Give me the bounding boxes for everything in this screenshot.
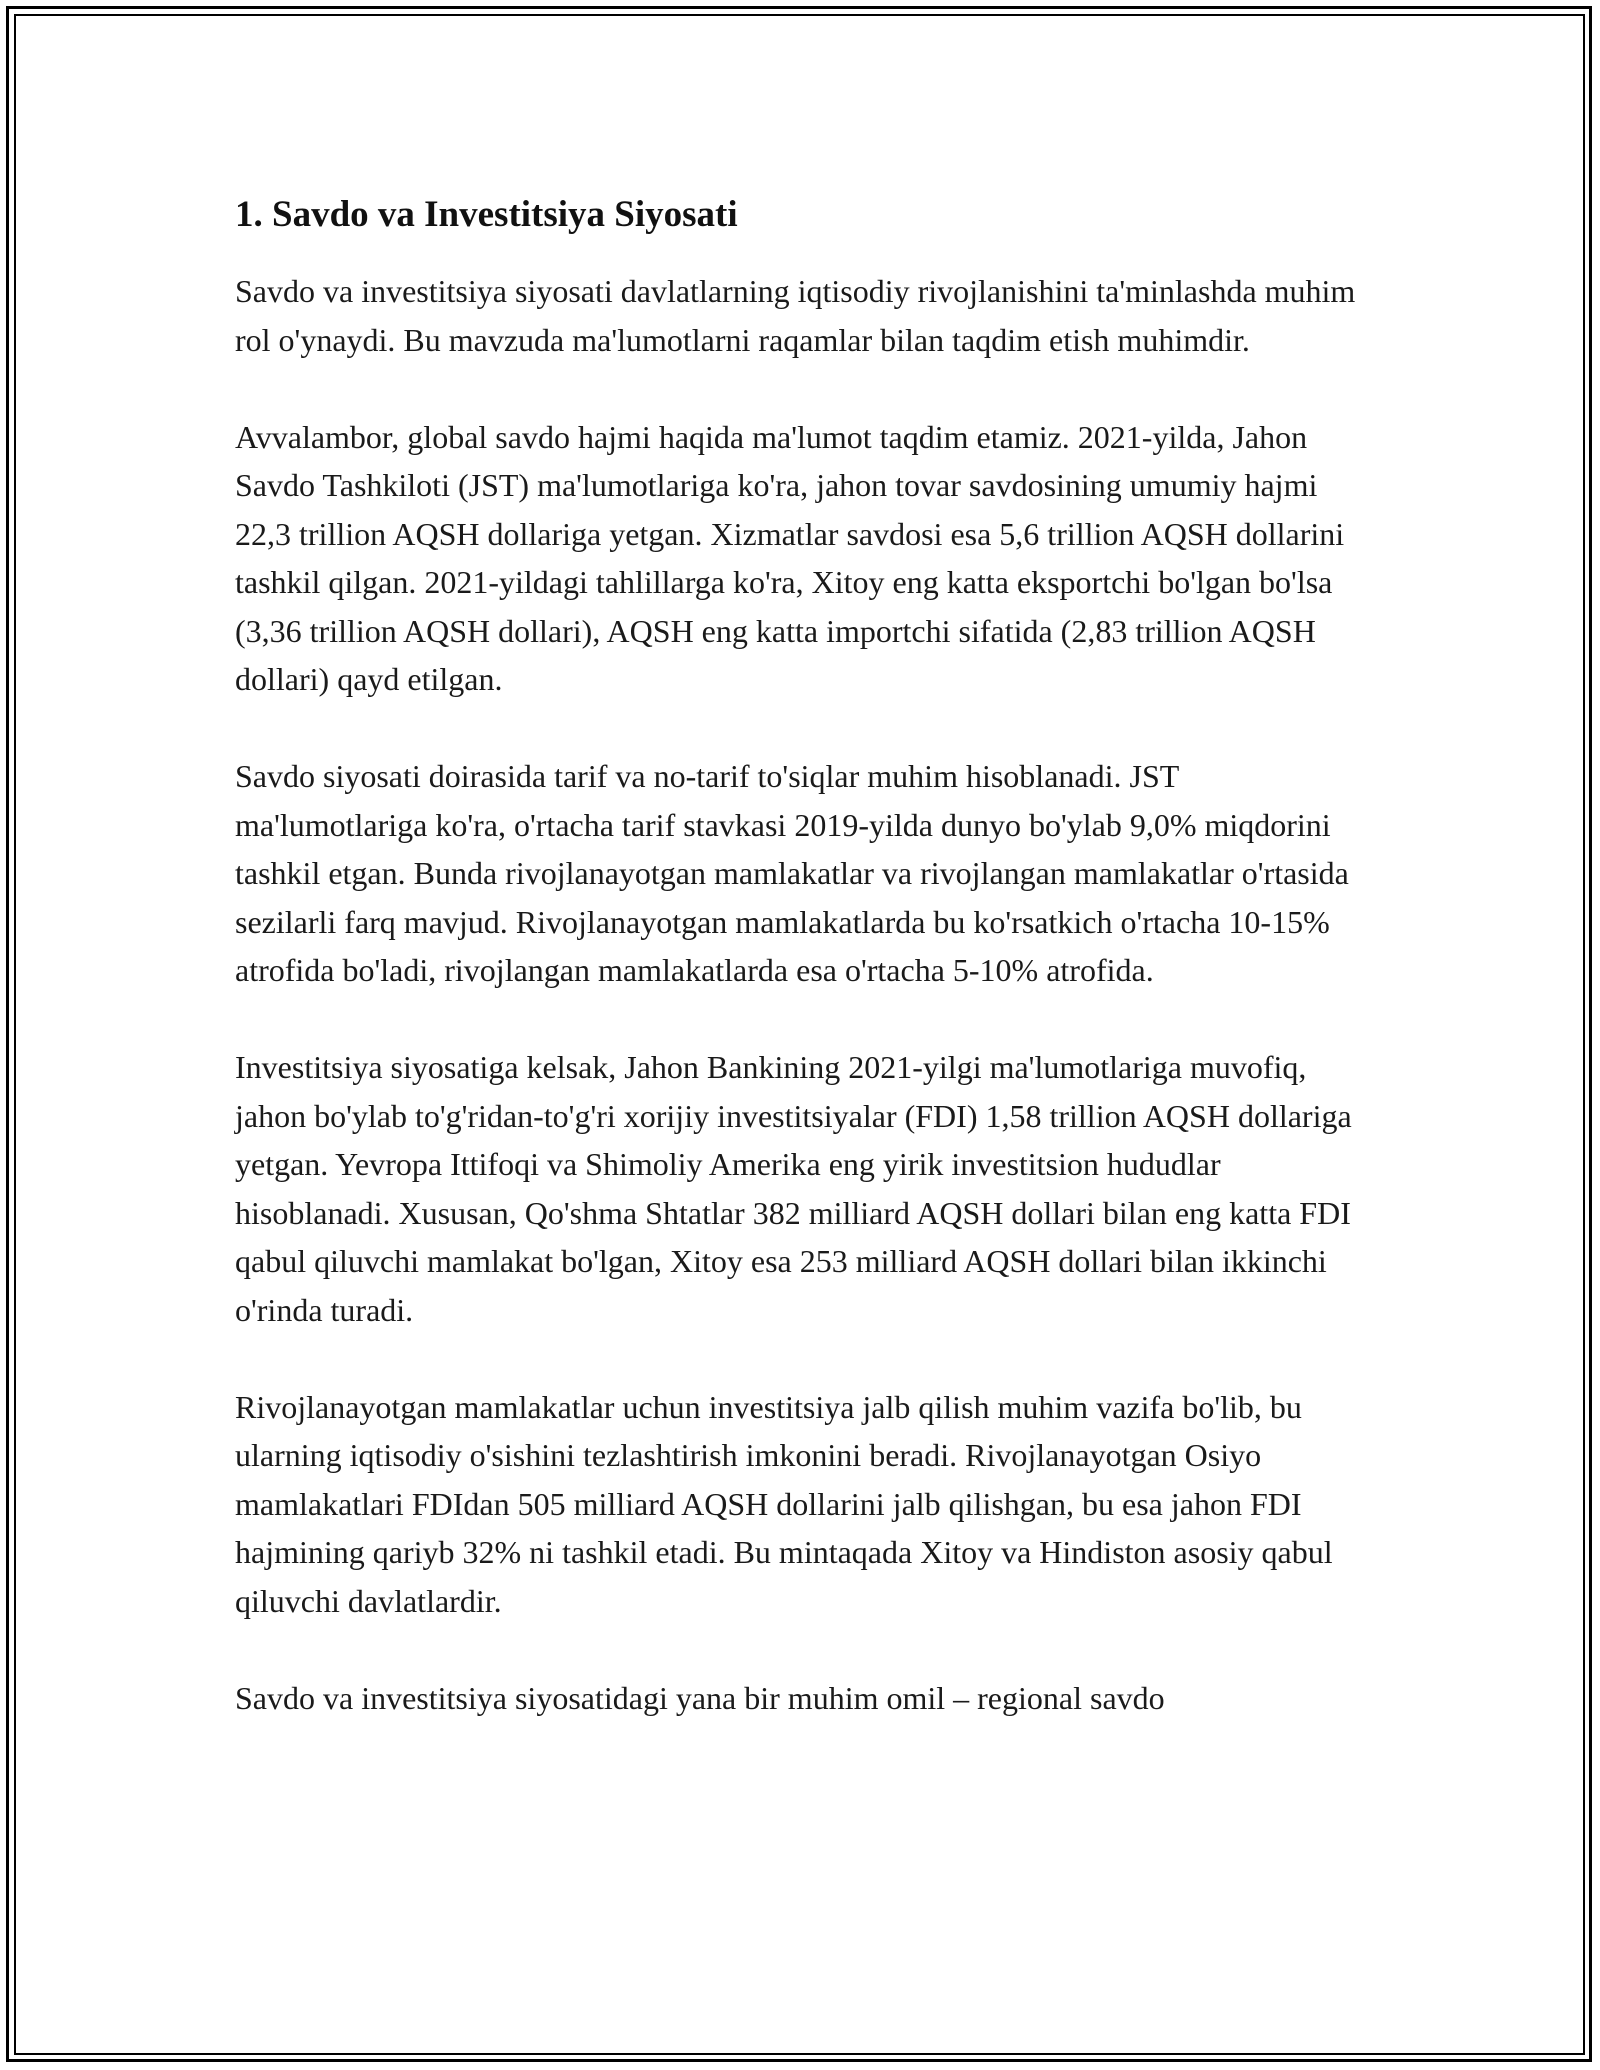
section-heading: 1. Savdo va Investitsiya Siyosati [235,194,738,235]
document-body [235,183,1375,1771]
paragraph-global-trade: Avvalambor, global savdo hajmi haqida ma'lumot taqdim etamiz. 2021-yilda, Jahon Savdo Tashkiloti (JST) ma'lumotlariga ko'ra, jahon tovar savdosining umumiy hajmi 22,3 trillion AQSH dollariga yetgan. Xizmatlar savdosi esa 5,6 trillion AQSH dollarini tashkil qilgan. 2021-yildagi tahlillarga ko'ra, Xitoy eng katta eksportchi bo'lgan bo'lsa (3,36 trillion AQSH dollari), AQSH eng katta importchi sifatida (2,83 trillion AQSH dollari) qayd etilgan. [235,418,1345,697]
paragraph-intro: Savdo va investitsiya siyosati davlatlarning iqtisodiy rivojlanishini ta'minlashda muhim rol o'ynaydi. Bu mavzuda ma'lumotlarni raqamlar bilan taqdim etish muhimdir. [235,273,1356,358]
paragraph-regional-trade: Savdo va investitsiya siyosatidagi yana bir muhim omil – regional savdo [235,1679,1165,1716]
paragraph-developing-countries: Rivojlanayotgan mamlakatlar uchun investitsiya jalb qilish muhim vazifa bo'lib, bu ularning iqtisodiy o'sishini tezlashtirish imkonini beradi. Rivojlanayotgan Osiyo mamlakatlari FDIdan 505 milliard AQSH dollarini jalb qilishgan, bu esa jahon FDI hajmining qariyb 32% ni tashkil etadi. Bu mintaqada Xitoy va Hindiston asosiy qabul qiluvchi davlatlardir. [235,1388,1333,1619]
paragraph-tariffs: Savdo siyosati doirasida tarif va no-tarif to'siqlar muhim hisoblanadi. JST ma'lumotlariga ko'ra, o'rtacha tarif stavkasi 2019-yilda dunyo bo'ylab 9,0% miqdorini tashkil etgan. Bunda rivojlanayotgan mamlakatlar va rivojlangan mamlakatlar o'rtasida sezilarli farq mavjud. Rivojlanayotgan mamlakatlarda bu ko'rsatkich o'rtacha 10-15% atrofida bo'ladi, rivojlangan mamlakatlarda esa o'rtacha 5-10% atrofida. [235,758,1349,988]
paragraph-investment-policy: Investitsiya siyosatiga kelsak, Jahon Bankining 2021-yilgi ma'lumotlariga muvofiq, jahon bo'ylab to'g'ridan-to'g'ri xorijiy investitsiyalar (FDI) 1,58 trillion AQSH dollariga yetgan. Yevropa Ittifoqi va Shimoliy Amerika eng yirik investitsion hududlar hisoblanadi. Xususan, Qo'shma Shtatlar 382 milliard AQSH dollari bilan eng katta FDI qabul qiluvchi mamlakat bo'lgan, Xitoy esa 253 milliard AQSH dollari bilan ikkinchi o'rinda turadi. [235,1049,1352,1328]
